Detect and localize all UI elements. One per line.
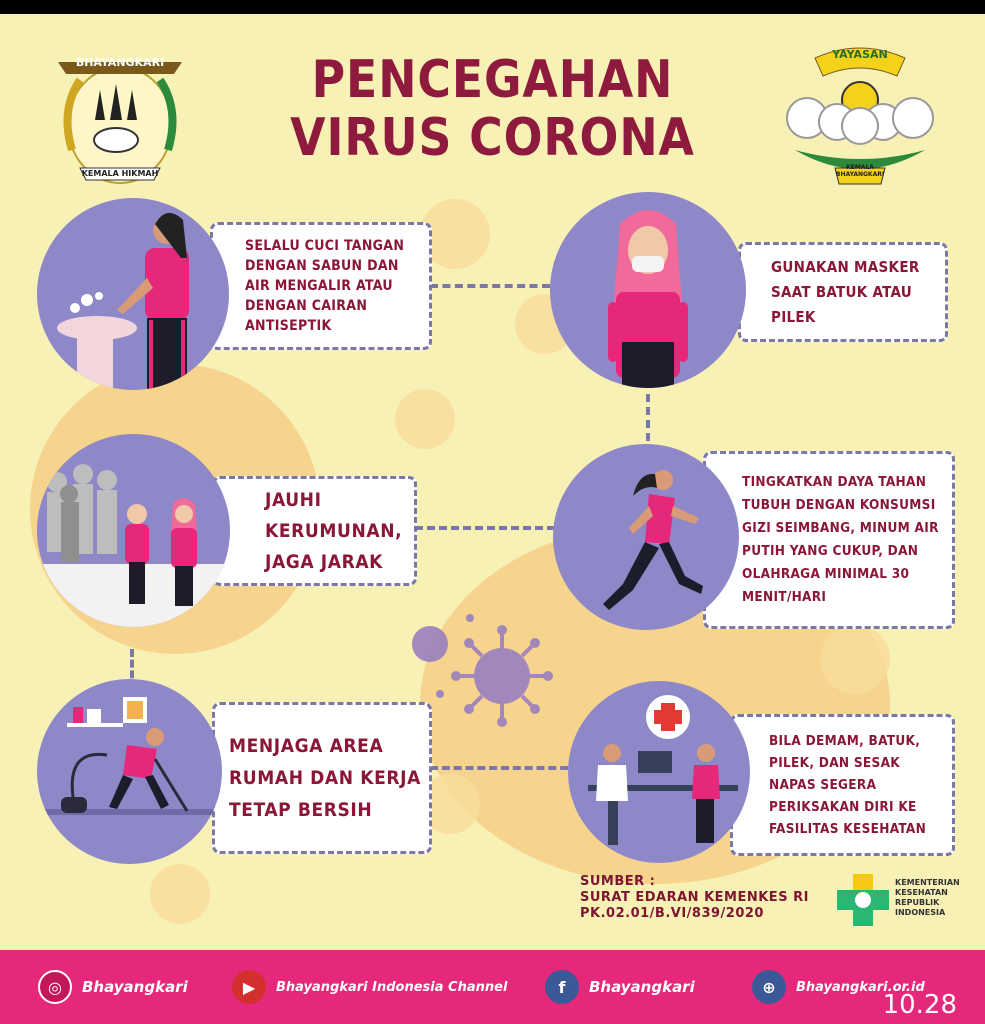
top-black-bar — [0, 0, 985, 14]
tip-card-health-facility — [730, 714, 955, 856]
doctor-consultation-illustration — [568, 681, 750, 863]
kemenkes-line2: KESEHATAN — [895, 888, 948, 897]
kemenkes-text — [895, 878, 960, 918]
source-line2: PK.02.01/B.VI/839/2020 — [580, 906, 764, 921]
tip-card-mask — [738, 242, 948, 342]
youtube-link[interactable] — [232, 970, 507, 1004]
running-woman-illustration — [553, 444, 739, 630]
source-line1: SURAT EDARAN KEMENKES RI — [580, 890, 809, 905]
instagram-link[interactable] — [38, 970, 188, 1004]
tip-card-crowd — [212, 476, 417, 586]
facebook-link[interactable] — [545, 970, 695, 1004]
social-footer — [0, 950, 985, 1024]
vacuum-cleaning-illustration — [37, 679, 222, 864]
bg-blob — [150, 864, 210, 924]
connector-line — [430, 766, 580, 770]
youtube-channel: Bhayangkari Indonesia Channel — [276, 979, 508, 995]
youtube-icon: ▶ — [232, 970, 266, 1004]
source-citation — [580, 874, 809, 922]
kemenkes-line4: INDONESIA — [895, 908, 946, 917]
website-url: Bhayangkari.or.id — [796, 979, 925, 995]
handwashing-illustration — [37, 198, 229, 390]
kemenkes-logo — [835, 870, 975, 940]
globe-icon: ⊕ — [752, 970, 786, 1004]
right-logo-caption: KEMALA BHAYANGKARI — [835, 164, 885, 178]
left-logo-banner: BHAYANGKARI — [75, 56, 165, 69]
crowd-distancing-illustration — [37, 434, 230, 627]
bg-blob — [395, 389, 455, 449]
virus-icon — [410, 614, 560, 734]
tip-text: JAUHI KERUMUNAN, JAGA JARAK — [265, 488, 403, 573]
source-label: SUMBER : — [580, 874, 656, 889]
tip-text: SELALU CUCI TANGAN DENGAN SABUN DAN AIR MENGALIR ATAU DENGAN CAIRAN ANTISEPTIK — [245, 238, 405, 334]
status-time: 10.28 — [882, 990, 957, 1020]
masked-woman-illustration — [550, 192, 746, 388]
connector-line — [430, 284, 550, 288]
kemenkes-emblem-icon — [835, 870, 891, 930]
bg-blob — [820, 624, 890, 694]
facebook-page: Bhayangkari — [589, 978, 695, 996]
tip-text: GUNAKAN MASKER SAAT BATUK ATAU PILEK — [771, 257, 920, 326]
kemenkes-line1: KEMENTERIAN — [895, 878, 960, 887]
facebook-icon: f — [545, 970, 579, 1004]
infographic — [0, 14, 985, 1024]
instagram-icon: ◎ — [38, 970, 72, 1004]
page-title-line2: VIRUS CORONA — [290, 108, 695, 168]
page-title-line1: PENCEGAHAN — [311, 50, 674, 110]
connector-line — [415, 526, 555, 530]
instagram-handle: Bhayangkari — [82, 978, 188, 996]
kemenkes-line3: REPUBLIK — [895, 898, 940, 907]
tip-card-nutrition-exercise — [703, 451, 955, 629]
tip-text: MENJAGA AREA RUMAH DAN KERJA TETAP BERSIH — [229, 735, 421, 821]
tip-text: BILA DEMAM, BATUK, PILEK, DAN SESAK NAPAS SEGERA PERIKSAKAN DIRI KE FASILITAS KESEHATAN — [769, 733, 927, 837]
left-logo-caption: KEMALA HIKMAH — [81, 169, 159, 178]
tip-card-cleaning — [212, 702, 432, 854]
tip-text: TINGKATKAN DAYA TAHAN TUBUH DENGAN KONSUMSI GIZI SEIMBANG, MINUM AIR PUTIH YANG CUKUP, DAN OLAHRAGA MINIMAL 30 MENIT/HARI — [742, 474, 939, 605]
right-logo-banner: YAYASAN — [832, 48, 888, 61]
tip-card-handwashing — [210, 222, 432, 350]
